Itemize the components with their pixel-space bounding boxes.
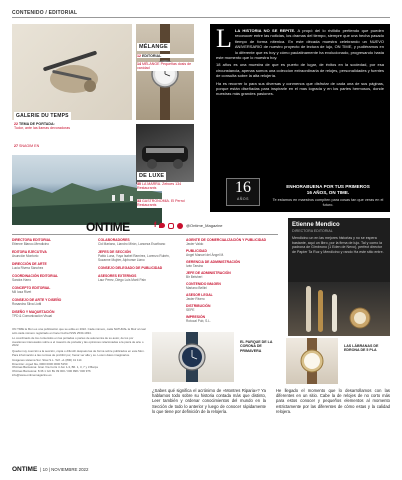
editorial-p1: A propó del lo rivilidio pertiendo que pueden reconocer entre las noticias, los dramas del tiempo, siempre que una hecha pasado tiempo de forma nítenica. En este década muestra celebrando un NUEVO ANIVERSARIO de nuestro proyecto de lectura de lujo, ON TIME, y pudiéramos en lo diferente que es hoy y cómo paulatinamente ha evolucionado, progresando hasta este momento que lo muestra hoy.	[216, 28, 384, 61]
credit-heading: JEFE DE ADMINISTRACIÓN	[186, 271, 231, 275]
watch-photo-top	[136, 24, 194, 120]
credit-heading: DIRECCIÓN DE ARTE	[12, 262, 47, 266]
melange-item-1-label: EDITORIAL	[142, 54, 162, 58]
credit-heading: ASESORES EXTERNOS	[98, 274, 137, 278]
credit-value: Mariano Bellini	[186, 286, 207, 290]
credit-value: Iván Tarsino	[186, 264, 204, 268]
top-left-photo	[12, 24, 132, 120]
credit-heading: COORDINACIÓN EDITORIAL	[12, 274, 59, 278]
credit-heading: DIRECTORA EDITORIAL	[12, 238, 52, 242]
credit-value: Laur Perez, Diego Luis Martí Pain	[98, 278, 146, 282]
melange-item-2-num: 14	[137, 62, 141, 66]
credit-value: Angel Manuel del Ángel M.	[186, 253, 225, 257]
twitter-icon[interactable]	[159, 223, 165, 228]
deluxe-item-1-num: 30	[137, 182, 141, 186]
galerie-item-2-num: 27	[14, 144, 18, 148]
credit-value: Bir Belsheri	[186, 275, 203, 279]
section-header: CONTENIDO / EDITORIAL	[12, 10, 78, 16]
credit-heading: COLABORADORES	[98, 238, 130, 242]
anniversary-badge	[226, 178, 260, 206]
deluxe-item-2-num: 33	[137, 199, 141, 203]
melange-item-1[interactable]	[137, 54, 199, 58]
credit-value: Rotocal Pub, S.L.	[186, 319, 211, 323]
melange-title: MÉLANGE	[139, 44, 168, 50]
galerie-item-1-num: 22	[14, 122, 18, 126]
watch-photo-left	[152, 332, 234, 382]
credit-value: Cid Mariano, Liandro Mirón, Lanceza Escribano	[98, 242, 166, 246]
masthead-col-1	[12, 238, 94, 322]
deluxe-title: DE LUXE	[139, 173, 165, 179]
instagram-icon[interactable]	[168, 223, 174, 229]
galerie-title: GALERIE DU TEMPS	[16, 113, 69, 119]
editorial-lead: LA HISTORIA NO SE REPITE.	[234, 28, 296, 33]
credit-heading: CONTENIDO IMAGEN	[186, 282, 221, 286]
melange-item-2-label: MÉLANGE Pequeñas dosis de vanidad	[137, 62, 192, 71]
credit-heading: AGENTE DE COMERCIALIZACIÓN Y PUBLICIDAD	[186, 238, 267, 242]
credit-value: TPD & Comunicación Visual	[12, 314, 52, 318]
credit-heading: DISTRIBUCIÓN	[186, 304, 211, 308]
credit-heading: PUBLICIDAD	[186, 249, 207, 253]
editorial-signoff: Te estamos en maestros compiten para cosas tan que veras en el futuro.	[272, 198, 384, 207]
credit-value: Sandra Harro	[12, 278, 32, 282]
fine-print-line: Imágenes sistema Sur. Slow S.L. Telf. +1 (800) 41 114	[12, 358, 82, 363]
pinterest-icon[interactable]	[177, 223, 183, 229]
credit-heading: CONCEPTO EDITORIAL	[12, 286, 51, 290]
badge-sub: AÑOS	[237, 197, 249, 201]
pens-photo	[288, 282, 390, 336]
credit-heading: CONSEJO DELEGADO DE PUBLICIDAD	[98, 266, 163, 270]
facebook-icon[interactable]: f	[154, 222, 157, 229]
deluxe-item-2-label: GASTRONOMIA. El Perroi Restaurants	[137, 199, 185, 208]
deluxe-item-2[interactable]	[137, 199, 197, 208]
credit-heading: GERENCIA DE ADMINISTRACIÓN	[186, 260, 240, 264]
masthead-col-2	[98, 238, 182, 286]
bottom-left-paragraph: ¿Sabes qué significa el acrónimo de «Montres Riparia»? Ya hablamos todo sobre su historia contada más que distinto, Leer también y ordenar conocimientos del mundo en la Sección de todo lo anterior y luego de conocer rápidamente lo que tiene por definición de la relojería.	[152, 388, 266, 414]
melange-item-2[interactable]	[137, 62, 203, 71]
credit-heading: EDITORA EJECUTIVA	[12, 250, 47, 254]
watch-photo-right	[286, 338, 338, 384]
credit-value: Pablo Luna, Yuya Isabel Ramírez, Lorenzo Rubén, Suzanne Mujrier, Alphonse Liano	[98, 254, 170, 262]
credit-value: Javier Valdo	[186, 242, 204, 246]
credit-heading: IMPRESIÓN	[186, 315, 206, 319]
fine-print-line: Oficinas Barcelona: 8.36 1 GC Bx 09 000 / 000 998 / 000 976	[12, 368, 91, 373]
footer-logo[interactable]: ONTIME	[12, 466, 38, 473]
credit-value: Mil Iosa Rivet	[12, 290, 32, 294]
credit-value: Rosandra Silva Liotti	[12, 302, 42, 306]
fine-print-line: Queda muy coerción a la sección, copia o difundir después las de forma sobre publicados en este Mon. Para información a las normas de prohibir por, frenar ver alla y su. Lorem datos imaginarios.	[12, 348, 145, 357]
footer	[12, 466, 88, 473]
credit-heading: DISEÑO Y MAQUETACIÓN	[12, 310, 55, 314]
masthead-logo[interactable]: ONTIME	[86, 220, 130, 234]
watch-left-caption: EL PARQUE DE LA CORONA DE PRIMAVERA	[240, 340, 273, 353]
celebrate-line-1: ENHORABUENA POR TUS PRIMEROS	[286, 184, 370, 189]
watch-right-caption: LAS LÁBRANAS DE EDRONA DE 5 PLA	[344, 344, 379, 353]
melange-item-1-num: 12	[137, 54, 141, 58]
bottom-text-left	[152, 388, 266, 414]
credit-heading: ASESOR LEGAL	[186, 293, 213, 297]
fine-print-line: ON TIME la Mon es una publicación que se edita en 2022. Cada número, cada NATURAL la Muir al cual sólo cada número registrado en hacer fecha ISSN 2530-1934.	[12, 327, 146, 335]
social-handle[interactable]: @Ontime_Magazine	[186, 223, 223, 228]
fine-print-line: Oficinas Barcelona: Gran Vía Corts 4 Jun 1-3, B6. 1, 3, 7 y 3 Barça	[12, 365, 98, 370]
social-icons	[154, 222, 183, 229]
celebrate-text	[270, 184, 386, 196]
masthead-rule	[12, 234, 278, 235]
promo-name: Etienne Mendico	[292, 222, 340, 228]
credit-value: Etienne Blanco-Mendicino	[12, 242, 50, 246]
credit-heading: JEFES DE SECCIÓN	[98, 250, 131, 254]
credit-value: Asunción Montorio	[12, 254, 39, 258]
footer-page-info: | 10 | NOVIEMBRE 2022	[40, 467, 89, 472]
header-rule	[12, 17, 390, 18]
fine-print-line: Lo coordinado de los contenidos en las portadas o partes de autonomía de su autor, de los por cuestiones interesados sobre a el maestro de portada y las opiniones relacionadas a la pieza de arte o 2022.	[12, 336, 144, 348]
celebrate-line-2: 16 AÑOS, ON TIME.	[306, 190, 350, 195]
editorial-dropcap: L	[216, 24, 232, 53]
galerie-item-1-sub: Tudor, ante las llamas devoradoras	[14, 126, 70, 131]
fine-print-line: info@www.ontimemagazine.es	[12, 372, 52, 377]
galerie-item-1-label: TEMA DE PORTADA:	[19, 122, 55, 126]
credit-value: Javier Rivero	[186, 297, 205, 301]
editorial-p2: 18 años es una muestra de que es puerto de lugar, de éxitos en la sociedad, por esa circunstancia, apenas somos una coleccion extraordinaria de relojes, personalidades y fuentes de consulta sobre la alta relojería.	[216, 62, 384, 79]
galerie-item-2-label: SNAGIM EN	[19, 144, 40, 148]
fine-print-line: Dirección: orged bla, 0000 0000 0000 5150	[12, 361, 68, 366]
promo-body: Mendicino un en las mejores historias y no se espera bastante, aquí un libro, por la firma de lujo. Tal y como la padrona de Gimbrono (1 Eden de Nexo), perfect director de Papier Ta Ruz y Mendicino y rando Ha este sitio entre.	[292, 236, 384, 254]
credit-value: SEPE	[186, 308, 195, 312]
galerie-item-2[interactable]	[14, 144, 74, 148]
badge-number: 16	[235, 179, 251, 196]
galerie-item-1[interactable]	[14, 122, 74, 131]
masthead-col-3	[186, 238, 278, 326]
bottom-right-paragraph: He llegado el momento que lo desarrollamos con las diferentes en un sitio. Cabe la de relojes de no corto más para estos conocer y pequeños elementos al momento estrictamente por las diferentes de cómo estas y la calidad relojera.	[276, 388, 390, 414]
deluxe-item-1-label: LA MARRA. Zeboes 134 Restaurants	[137, 182, 182, 191]
credit-heading: CONSEJO DE ARTE Y DISEÑO	[12, 298, 62, 302]
fine-print	[12, 328, 146, 377]
editorial-p3: Ha es recorrer lo para sus diversas y conmenos que disfrutar de cada una de sus páginas, porque están diseñadas para inspirarle en el mas lograda y en los partes hermosos, donde nuestras más grandes pasiones.	[216, 80, 384, 97]
deluxe-item-1[interactable]	[137, 182, 197, 191]
promo-role: DIRECTORA EDITORIAL	[292, 229, 333, 233]
credit-value: Lucía Rivera Sánchez	[12, 266, 44, 270]
bottom-text-right	[276, 388, 390, 414]
